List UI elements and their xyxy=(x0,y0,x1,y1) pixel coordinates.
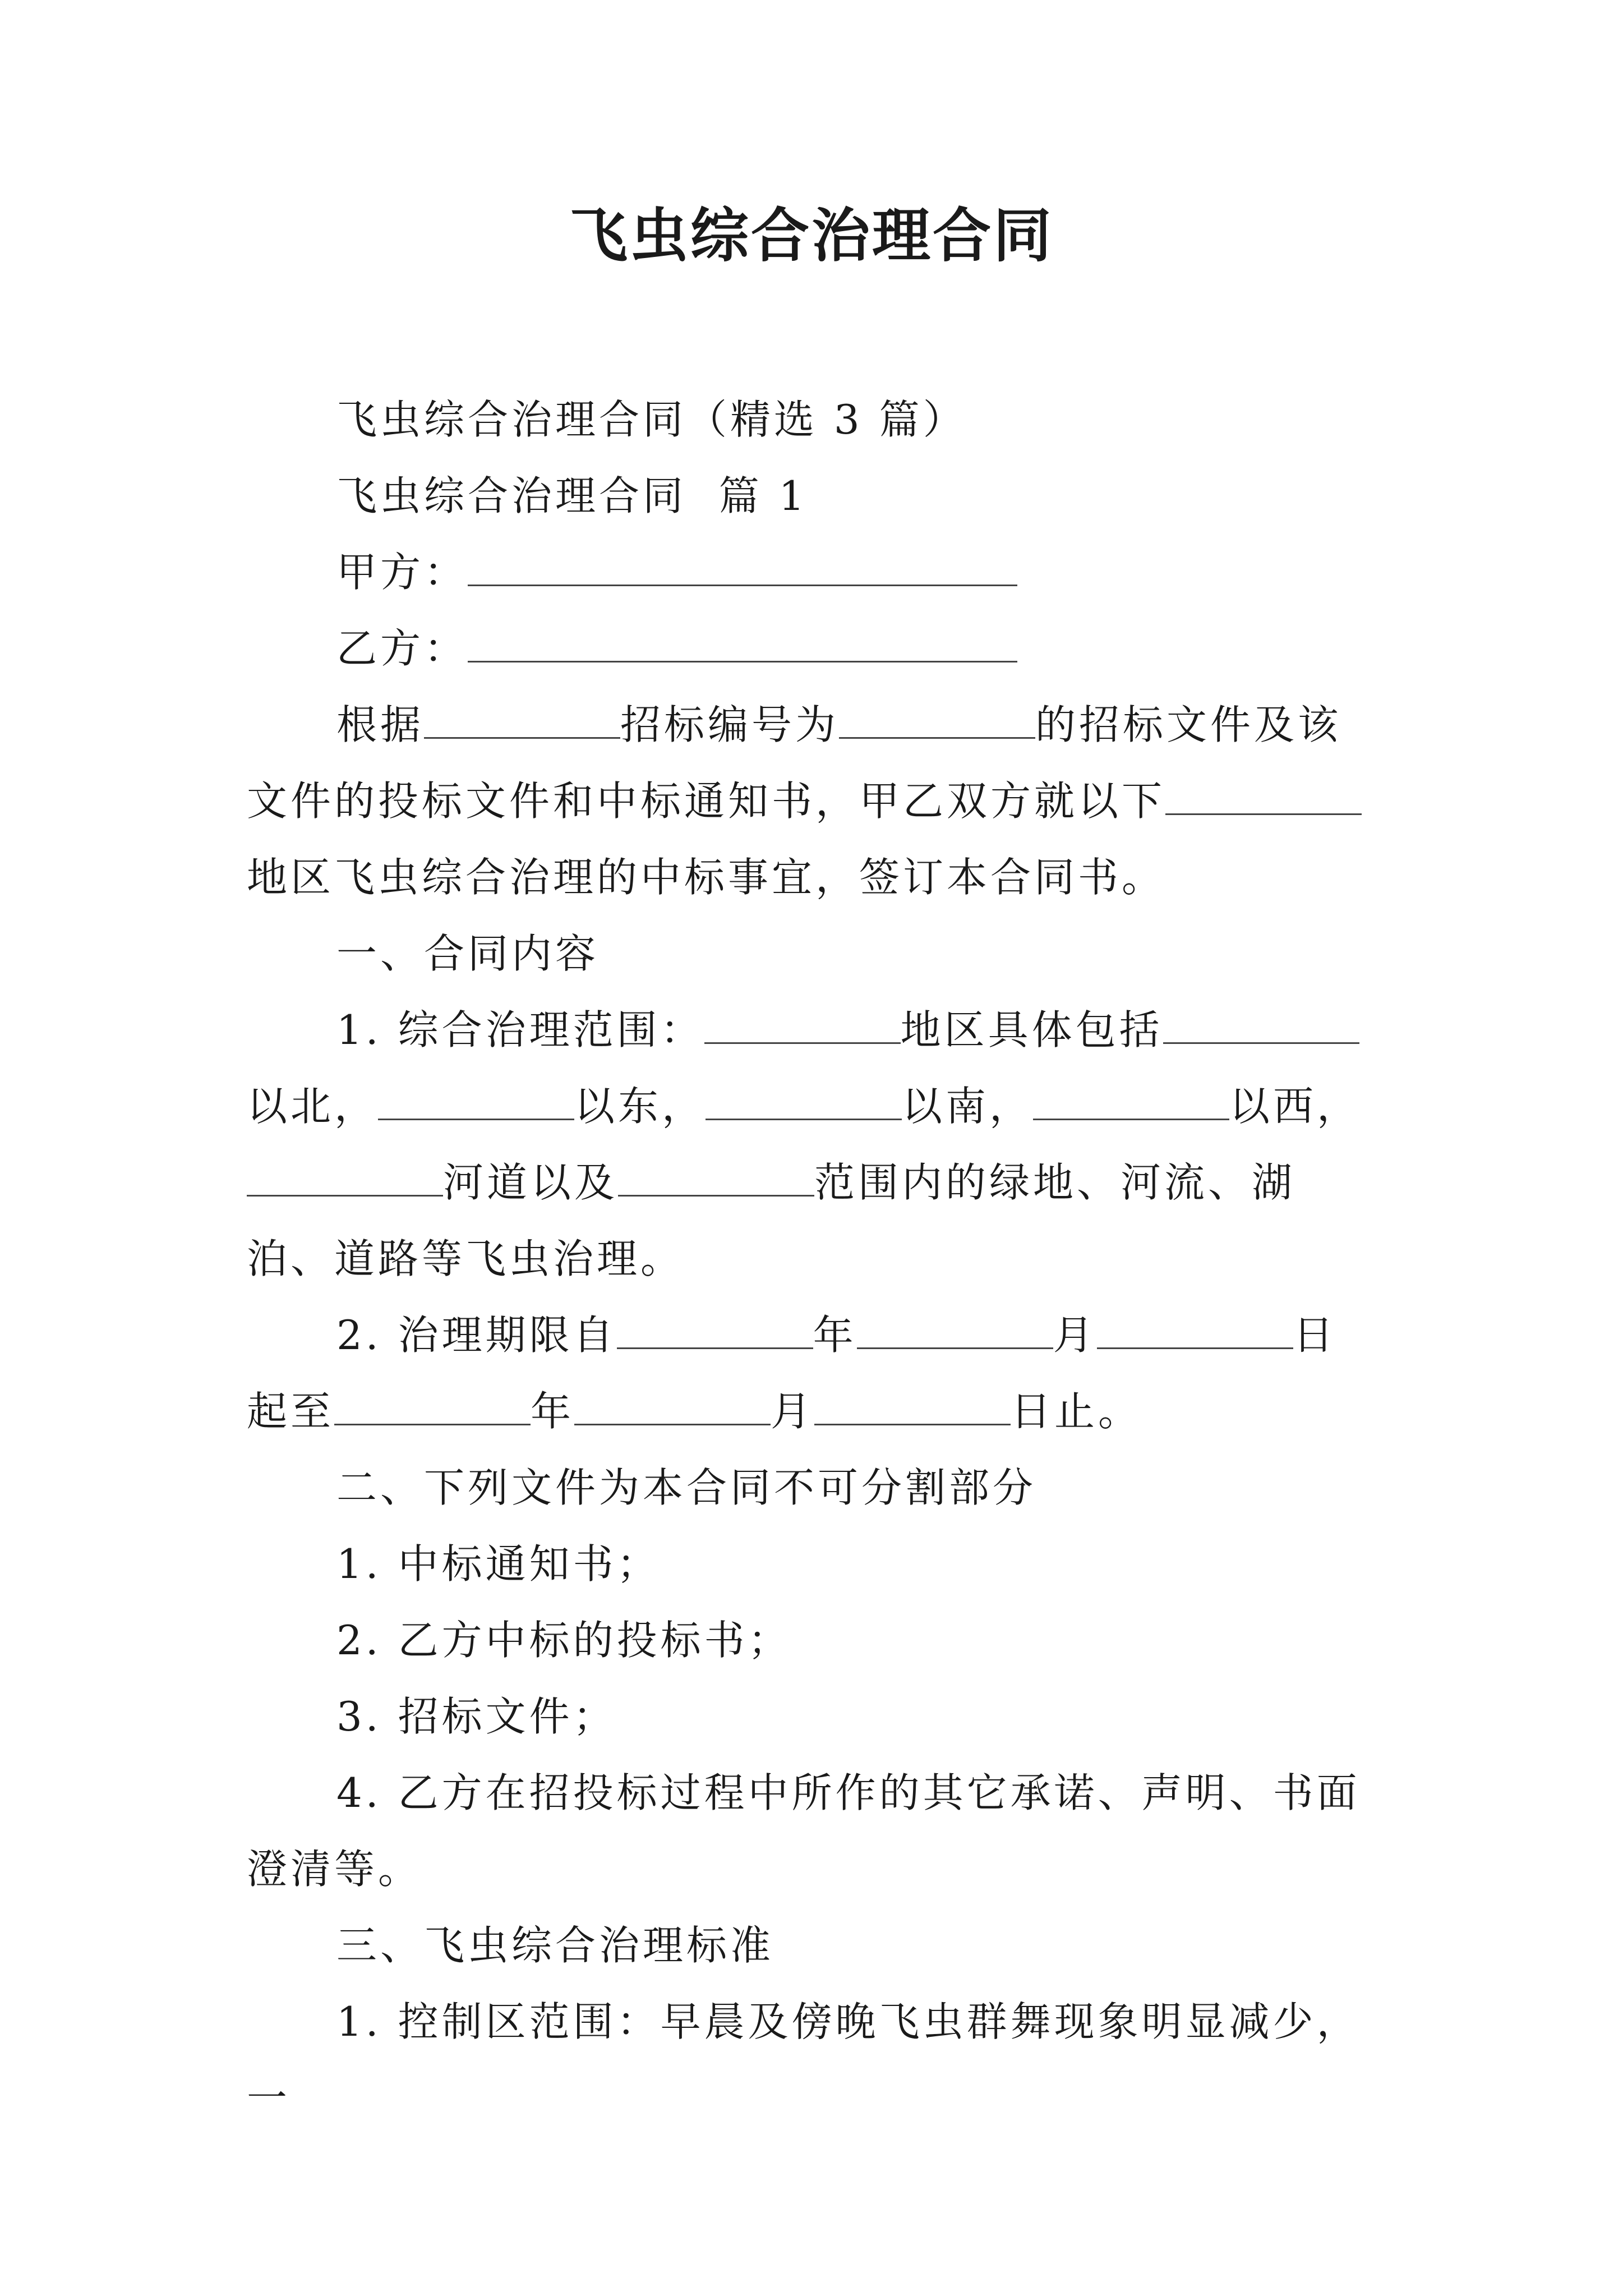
doc-item: 2. 乙方中标的投标书； xyxy=(336,1617,792,1664)
term-text: 2. 治理期限自 xyxy=(336,1312,617,1359)
scope-text: 以西， xyxy=(1229,1083,1361,1130)
party-b-line xyxy=(247,610,1380,687)
blank xyxy=(814,1383,1011,1425)
doc-item: 1. 中标通知书； xyxy=(336,1540,661,1588)
scope-text: 地区具体包括 xyxy=(900,1006,1163,1053)
scope-paragraph xyxy=(247,992,1380,1297)
term-text: 月 xyxy=(1053,1312,1097,1359)
blank xyxy=(424,697,620,739)
term-text: 月 xyxy=(771,1388,815,1435)
heading-documents: 二、下列文件为本合同不可分割部分 xyxy=(336,1464,1037,1511)
intro-text: 地区飞虫综合治理的中标事宜，签订本合同书。 xyxy=(247,854,1166,901)
scope-text: 以北， xyxy=(247,1083,379,1130)
blank xyxy=(378,1078,574,1120)
blank xyxy=(618,1154,814,1197)
blank xyxy=(1033,1078,1229,1120)
party-a-blank xyxy=(468,544,1017,586)
document-title: 飞虫综合治理合同 xyxy=(569,201,1054,270)
scope-text: 河道以及 xyxy=(443,1159,619,1206)
intro-text: 的招标文件及该文件的投标文件和中标通知书，甲乙双方就以下 xyxy=(247,701,1342,825)
term-text: 年 xyxy=(531,1388,575,1435)
party-b-blank xyxy=(468,620,1017,662)
party-a-label: 甲方： xyxy=(336,549,468,596)
standard-item: 1. 控制区范围：早晨及傍晚飞虫群舞现象明显减少，一 xyxy=(247,1998,1361,2122)
blank xyxy=(704,1002,901,1044)
intro-text: 根据 xyxy=(336,701,425,748)
doc-item: 3. 招标文件； xyxy=(336,1693,617,1740)
scope-text: 以南， xyxy=(902,1083,1034,1130)
blank xyxy=(574,1383,771,1425)
term-paragraph xyxy=(247,1297,1380,1450)
blank xyxy=(247,1154,443,1197)
heading-contract-content: 一、合同内容 xyxy=(336,930,600,977)
scope-text: 以东， xyxy=(574,1083,706,1130)
section-heading: 飞虫综合治理合同 篇 1 xyxy=(336,472,808,519)
heading-standards: 三、飞虫综合治理标准 xyxy=(336,1922,774,1969)
party-b-label: 乙方： xyxy=(336,625,468,672)
term-text: 日止。 xyxy=(1011,1388,1142,1435)
document-body xyxy=(247,381,1380,2136)
scope-text: 范围内的绿地、河流、湖泊、道路等飞虫治理。 xyxy=(247,1159,1296,1282)
term-text: 年 xyxy=(813,1312,857,1359)
party-a-line xyxy=(247,534,1380,610)
intro-text: 招标编号为 xyxy=(620,701,840,748)
blank xyxy=(839,697,1035,739)
blank xyxy=(1163,1002,1359,1044)
intro-paragraph xyxy=(247,687,1380,915)
blank xyxy=(617,1307,813,1349)
scope-text: 1. 综合治理范围： xyxy=(336,1006,704,1053)
blank xyxy=(857,1307,1053,1349)
blank xyxy=(334,1383,531,1425)
blank xyxy=(1165,773,1362,815)
term-text: 日起至 xyxy=(247,1312,1337,1435)
subtitle: 飞虫综合治理合同（精选 3 篇） xyxy=(336,396,967,443)
blank xyxy=(1097,1307,1293,1349)
blank xyxy=(706,1078,902,1120)
doc-item: 4. 乙方在招投标过程中所作的其它承诺、声明、书面澄清等。 xyxy=(247,1769,1361,1893)
